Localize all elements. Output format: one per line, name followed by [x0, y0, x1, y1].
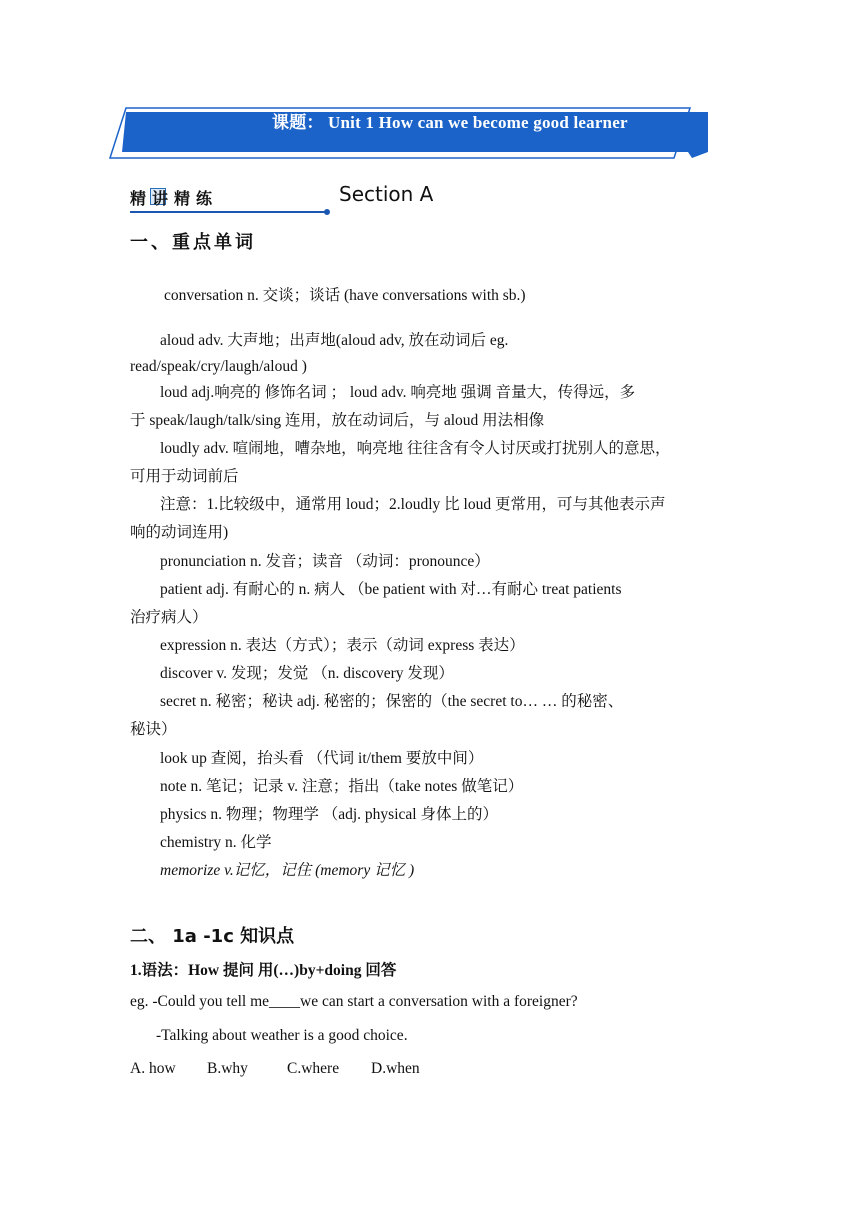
heading-key-words: 一、重点单词 — [130, 232, 256, 253]
vocab-memorize: memorize v.记忆，记住 (memory 记忆 ) — [160, 862, 415, 879]
vocab-pronunciation: pronunciation n. 发音；读音 （动词：pronounce） — [160, 553, 490, 570]
vocab-secret-cont: 秘诀） — [130, 721, 177, 738]
vocab-loud-cont: 于 speak/laugh/talk/sing 连用，放在动词后，与 aloud 用法相像 — [130, 412, 545, 429]
option-b: B.why — [207, 1060, 248, 1077]
vocab-aloud: aloud adv. 大声地；出声地(aloud adv, 放在动词后 eg. — [160, 332, 509, 349]
tag-line-end — [324, 209, 330, 215]
vocab-physics: physics n. 物理；物理学 （adj. physical 身体上的） — [160, 806, 498, 823]
vocab-look-up: look up 查阅，抬头看 （代词 it/them 要放中间） — [160, 750, 484, 767]
vocab-loudly-cont: 可用于动词前后 — [130, 468, 239, 485]
vocab-secret: secret n. 秘密；秘诀 adj. 秘密的；保密的（the secret to… … 的秘密、 — [160, 693, 624, 710]
option-a: A. how — [130, 1060, 176, 1077]
vocab-note-attention-cont: 响的动词连用) — [130, 524, 229, 541]
vocab-expression: expression n. 表达（方式）；表示（动词 express 表达） — [160, 637, 525, 654]
section-tag-label: 精讲精练 — [130, 189, 219, 208]
grammar-title: 1.语法：How 提问 用(…)by+doing 回答 — [130, 962, 397, 979]
vocab-note-attention: 注意：1.比较级中，通常用 loud；2.loudly 比 loud 更常用，可与其他表示声 — [160, 496, 666, 513]
vocab-loud: loud adj.响亮的 修饰名词 ； loud adv. 响亮地 强调 音量大，传得远，多 — [160, 384, 636, 401]
banner-title: 课题： Unit 1 How can we become good learner — [272, 113, 628, 132]
option-d: D.when — [371, 1060, 420, 1077]
title-banner — [108, 106, 708, 160]
vocab-patient-cont: 治疗病人） — [130, 609, 208, 626]
vocab-note: note n. 笔记；记录 v. 注意；指出（take notes 做笔记） — [160, 778, 524, 795]
example-answer: -Talking about weather is a good choice. — [156, 1027, 408, 1044]
option-c: C.where — [287, 1060, 340, 1077]
vocab-loudly: loudly adv. 喧闹地，嘈杂地，响亮地 往往含有令人讨厌或打扰别人的意思， — [160, 440, 671, 457]
tag-underline — [130, 211, 326, 213]
example-question: eg. -Could you tell me____we can start a conversation with a foreigner? — [130, 993, 578, 1010]
section-title: Section A — [339, 182, 434, 206]
vocab-patient: patient adj. 有耐心的 n. 病人 （be patient with 对…有耐心 treat patients — [160, 581, 622, 598]
vocab-chemistry: chemistry n. 化学 — [160, 834, 272, 851]
vocab-discover: discover v. 发现；发觉 （n. discovery 发现） — [160, 665, 454, 682]
vocab-conversation: conversation n. 交谈；谈话 (have conversations with sb.) — [164, 287, 526, 304]
heading-knowledge-points: 二、 1a -1c 知识点 — [130, 926, 295, 947]
vocab-aloud-cont: read/speak/cry/laugh/aloud ) — [130, 358, 307, 375]
